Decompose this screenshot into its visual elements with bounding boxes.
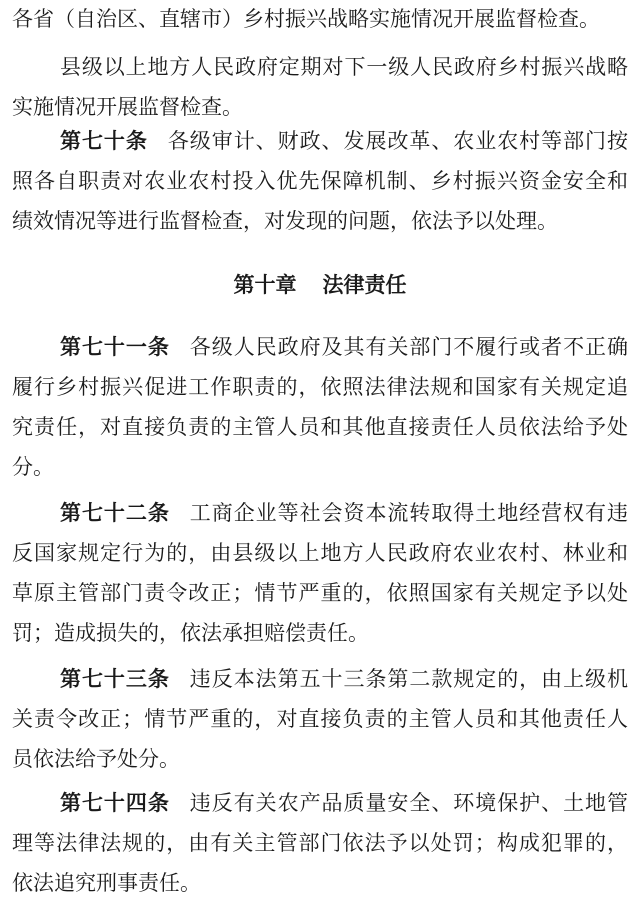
chapter-number: 第十章: [233, 273, 297, 297]
intro-para2-line-2: 实施情况开展监督检查。: [12, 95, 243, 119]
article-70-line-3: 绩效情况等进行监督检查，对发现的问题，依法予以处理。: [12, 209, 558, 233]
article-73-line-1: [60, 662, 628, 696]
article-74-line-2: 理等法律法规的，由有关主管部门依法予以处罚；构成犯罪的，: [12, 831, 628, 855]
article-72-text-1: 工商企业等社会资本流转取得土地经营权有违: [189, 501, 628, 525]
chapter-heading: [0, 267, 640, 303]
article-72-line-4: 罚；造成损失的，依法承担赔偿责任。: [12, 621, 369, 645]
intro-line-1: 各省（自治区、直辖市）乡村振兴战略实施情况开展监督检查。: [12, 7, 600, 31]
article-72-line-3: 草原主管部门责令改正；情节严重的，依照国家有关规定予以处: [12, 581, 628, 605]
article-71-line-1: [60, 330, 628, 364]
article-73-label: 第七十三条: [60, 667, 170, 691]
article-71-line-4: 分。: [12, 455, 54, 479]
chapter-title: 法律责任: [322, 273, 407, 297]
intro-para2-line-1: 县级以上地方人民政府定期对下一级人民政府乡村振兴战略: [60, 55, 628, 79]
article-71-line-2: 履行乡村振兴促进工作职责的，依照法律法规和国家有关规定追: [12, 375, 628, 399]
article-73-line-3: 员依法给予处分。: [12, 747, 180, 771]
article-74-line-1: [60, 786, 628, 820]
article-72-label: 第七十二条: [60, 501, 170, 525]
article-70-text-1: 各级审计、财政、发展改革、农业农村等部门按: [167, 129, 628, 153]
article-70-line-1: [60, 124, 628, 158]
article-71-text-1: 各级人民政府及其有关部门不履行或者不正确: [189, 335, 628, 359]
article-71-line-3: 究责任，对直接负责的主管人员和其他直接责任人员依法给予处: [12, 415, 628, 439]
article-74-text-1: 违反有关农产品质量安全、环境保护、土地管: [189, 791, 628, 815]
article-73-text-1: 违反本法第五十三条第二款规定的，由上级机: [189, 667, 628, 691]
article-70-label: 第七十条: [60, 129, 148, 153]
article-74-line-3: 依法追究刑事责任。: [12, 871, 201, 895]
article-72-line-1: [60, 496, 628, 530]
article-70-line-2: 照各自职责对农业农村投入优先保障机制、乡村振兴资金安全和: [12, 169, 628, 193]
article-72-line-2: 反国家规定行为的，由县级以上地方人民政府农业农村、林业和: [12, 541, 628, 565]
article-71-label: 第七十一条: [60, 335, 170, 359]
article-73-line-2: 关责令改正；情节严重的，对直接负责的主管人员和其他责任人: [12, 707, 628, 731]
article-74-label: 第七十四条: [60, 791, 170, 815]
